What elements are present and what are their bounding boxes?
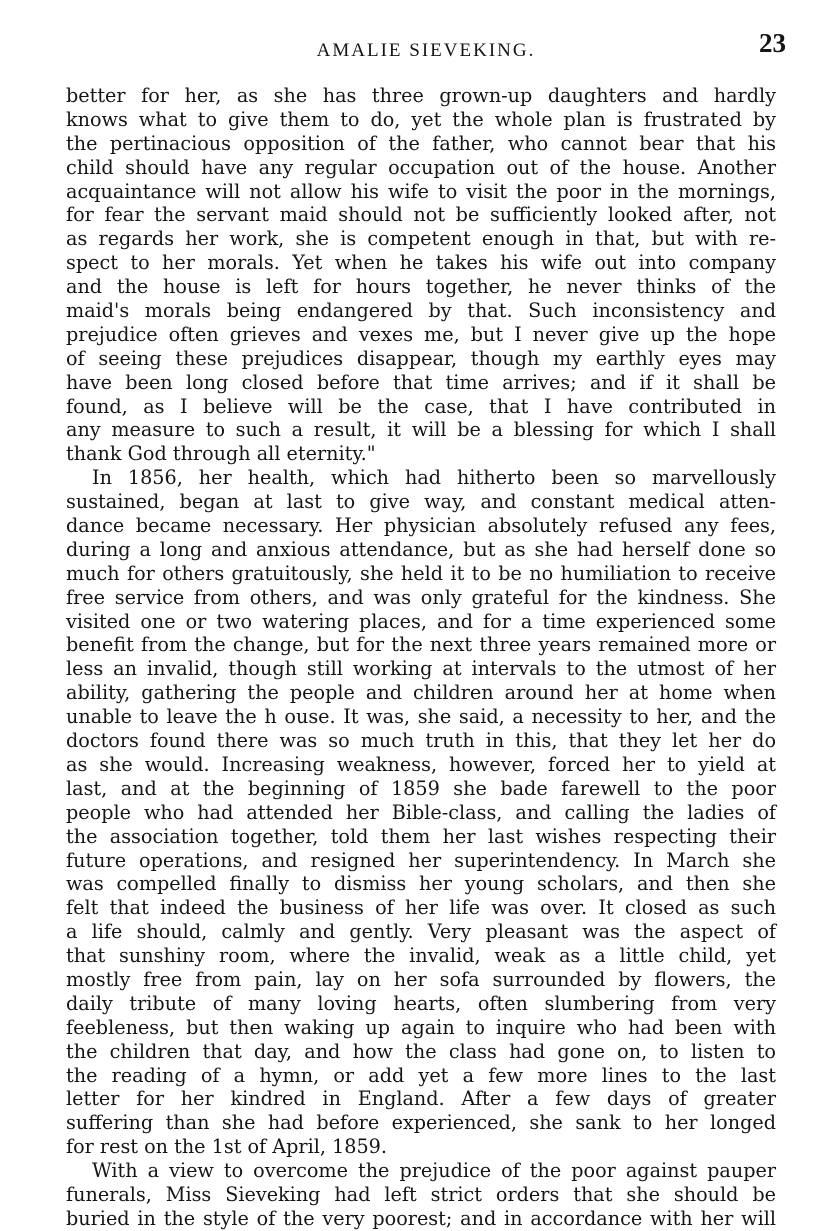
text-line: ability, gathering the people and children around her at home when bbox=[66, 681, 776, 705]
text-line: during a long and anxious attendance, but as she had herself done so bbox=[66, 537, 776, 561]
text-line: buried in the style of the very poorest; and in accordance with her will bbox=[66, 1206, 776, 1230]
text-line: have been long closed before that time arrives; and if it shall be bbox=[66, 370, 776, 394]
text-line: of seeing these prejudices disappear, though my earthly eyes may bbox=[66, 346, 776, 370]
text-line: for rest on the 1st of April, 1859. bbox=[66, 1135, 387, 1159]
text-line: and the house is left for hours together, he never thinks of the bbox=[66, 275, 776, 299]
text-line: future operations, and resigned her superintendency. In March she bbox=[66, 848, 776, 872]
text-line: mostly free from pain, lay on her sofa surrounded by flowers, the bbox=[66, 967, 776, 991]
running-title: AMALIE SIEVEKING. bbox=[316, 40, 536, 61]
text-line: felt that indeed the business of her life was over. It closed as such bbox=[66, 896, 776, 920]
text-line: child should have any regular occupation out of the house. Another bbox=[66, 155, 776, 179]
text-line: the reading of a hymn, or add yet a few more lines to the last bbox=[66, 1063, 776, 1087]
text-line: much for others gratuitously, she held it to be no humiliation to receive bbox=[66, 561, 776, 585]
text-line: free service from others, and was only grateful for the kindness. She bbox=[66, 585, 776, 609]
text-line: people who had attended her Bible-class, and calling the ladies of bbox=[66, 800, 776, 824]
text-line: unable to leave the h ouse. It was, she said, a necessity to her, and the bbox=[66, 705, 776, 729]
text-line: daily tribute of many loving hearts, often slumbering from very bbox=[66, 991, 776, 1015]
text-line: the association together, told them her last wishes respecting their bbox=[66, 824, 776, 848]
text-line: benefit from the change, but for the next three years remained more or bbox=[66, 633, 776, 657]
text-line: as she would. Increasing weakness, however, forced her to yield at bbox=[66, 752, 776, 776]
text-line: suffering than she had before experienced, she sank to her longed bbox=[66, 1111, 776, 1135]
text-line: a life should, calmly and gently. Very pleasant was the aspect of bbox=[66, 920, 776, 944]
text-line: for fear the servant maid should not be sufficiently looked after, not bbox=[66, 203, 776, 227]
text-line: last, and at the beginning of 1859 she bade farewell to the poor bbox=[66, 776, 776, 800]
text-line: sustained, began at last to give way, and constant medical atten- bbox=[66, 490, 776, 514]
text-line: maid's morals being endangered by that. Such inconsistency and bbox=[66, 299, 776, 323]
text-line: knows what to give them to do, yet the whole plan is frustrated by bbox=[66, 107, 776, 131]
text-line: as regards her work, she is competent enough in that, but with re- bbox=[66, 227, 776, 251]
text-line: the children that day, and how the class had gone on, to listen to bbox=[66, 1039, 776, 1063]
text-line: acquaintance will not allow his wife to visit the poor in the mornings, bbox=[66, 179, 776, 203]
text-line: less an invalid, though still working at intervals to the utmost of her bbox=[66, 657, 776, 681]
text-line: feebleness, but then waking up again to inquire who had been with bbox=[66, 1015, 776, 1039]
text-line: was compelled finally to dismiss her young scholars, and then she bbox=[66, 872, 776, 896]
text-line: any measure to such a result, it will be a blessing for which I shall bbox=[66, 418, 776, 442]
text-line: better for her, as she has three grown-up daughters and hardly bbox=[66, 84, 776, 107]
text-line: prejudice often grieves and vexes me, but I never give up the hope bbox=[66, 322, 776, 346]
text-line: doctors found there was so much truth in this, that they let her do bbox=[66, 729, 776, 753]
text-line: funerals, Miss Sieveking had left strict orders that she should be bbox=[66, 1182, 776, 1206]
body-text bbox=[66, 84, 776, 1231]
running-head bbox=[66, 28, 786, 70]
text-line: In 1856, her health, which had hitherto been so marvellously bbox=[92, 466, 776, 490]
text-line: that sunshiny room, where the invalid, weak as a little child, yet bbox=[66, 944, 776, 968]
text-line: letter for her kindred in England. After a few days of greater bbox=[66, 1087, 776, 1111]
text-line: visited one or two watering places, and for a time experienced some bbox=[66, 609, 776, 633]
text-line: the pertinacious opposition of the father, who cannot bear that his bbox=[66, 131, 776, 155]
text-line: With a view to overcome the prejudice of the poor against pauper bbox=[92, 1159, 776, 1183]
text-line: found, as I believe will be the case, that I have contributed in bbox=[66, 394, 776, 418]
text-line: thank God through all eternity." bbox=[66, 442, 376, 466]
text-line: spect to her morals. Yet when he takes his wife out into company bbox=[66, 251, 776, 275]
text-line: dance became necessary. Her physician absolutely refused any fees, bbox=[66, 514, 776, 538]
page-number: 23 bbox=[759, 28, 786, 58]
